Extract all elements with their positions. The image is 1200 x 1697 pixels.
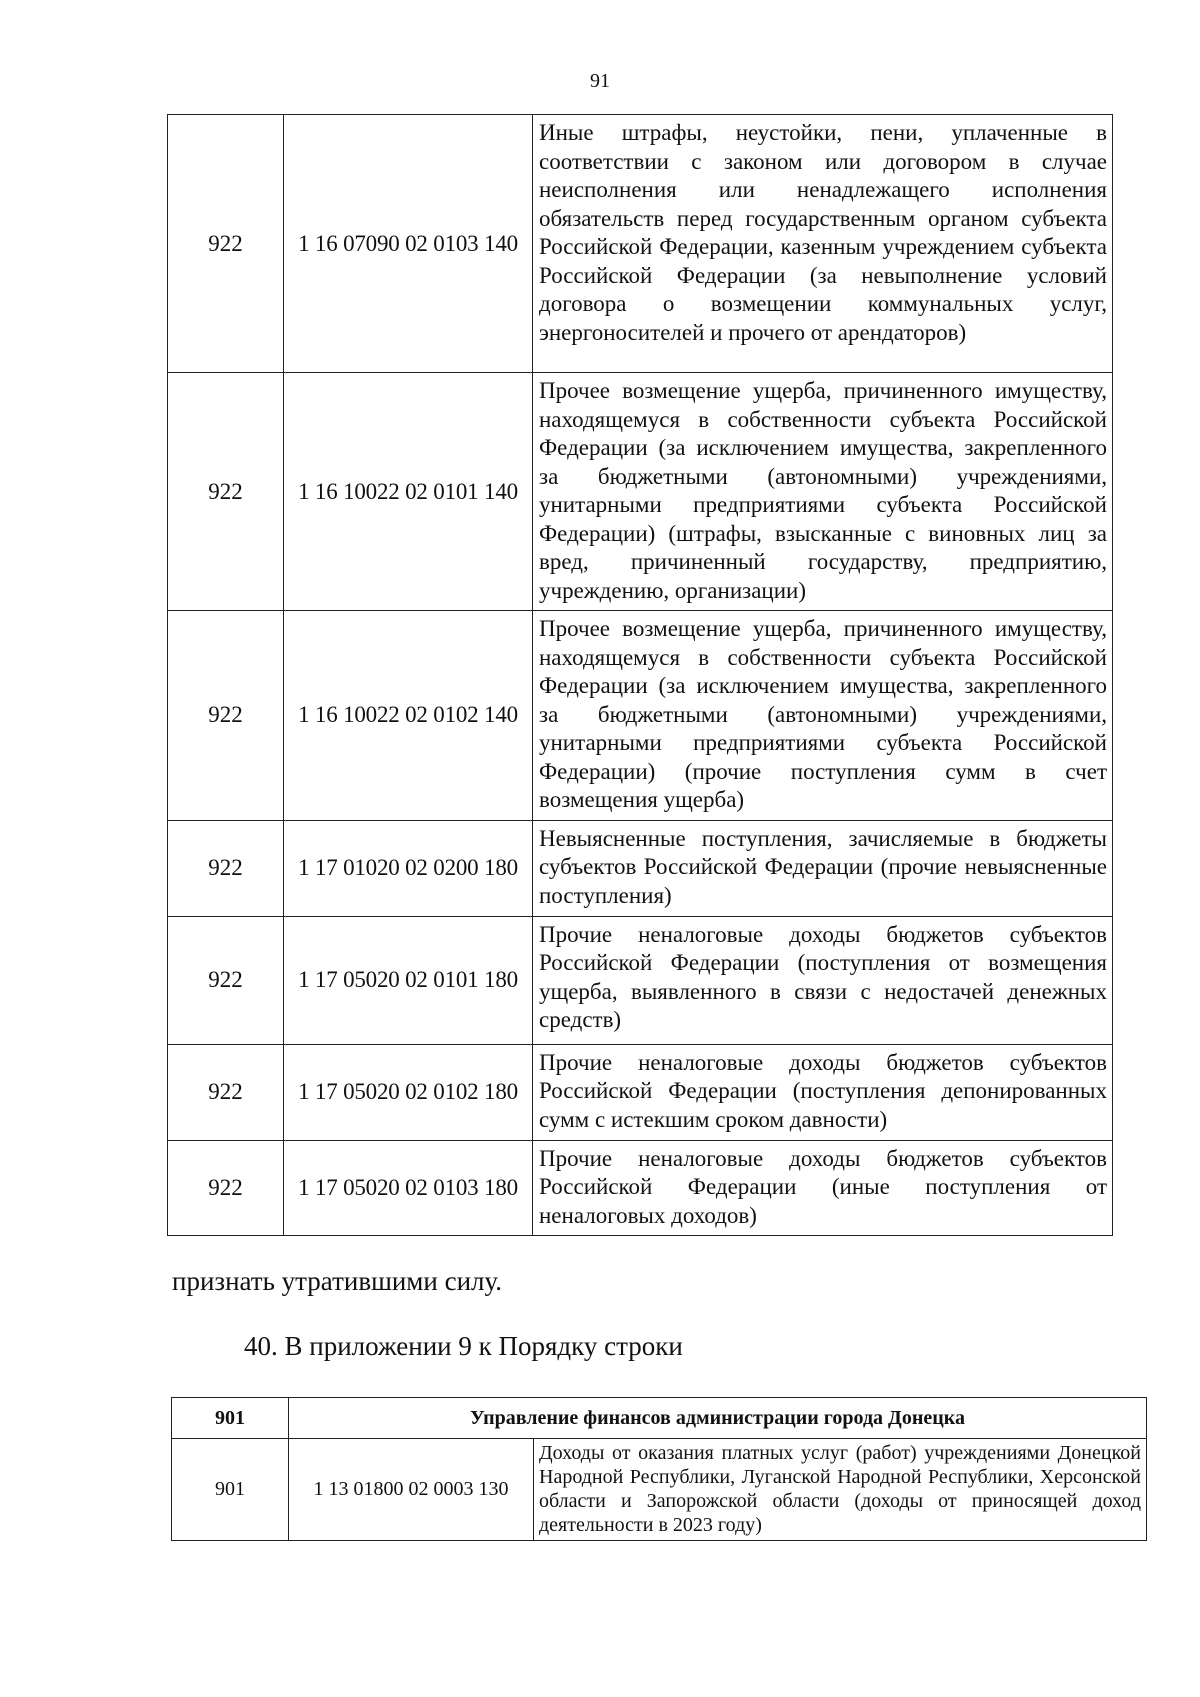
table-row: [172, 1439, 1147, 1541]
item-40-paragraph: 40. В приложении 9 к Порядку строки: [244, 1331, 683, 1361]
table-row: [168, 1044, 1113, 1140]
page-number: 91: [590, 70, 610, 92]
admin-code-cell: 901: [172, 1439, 289, 1541]
repealed-paragraph: признать утратившими силу.: [172, 1266, 503, 1296]
description-cell: Прочее возмещение ущерба, причиненного имуществу, находящемуся в собственности субъекта Российской Федерации (за исключением имущества, закрепленного за бюджетными (автономными) учреждениями, унитарными предприятиями субъекта Российской Федерации) (штрафы, взысканные с виновных лиц за вред, причиненный государству, предприятию, учреждению, организации): [533, 373, 1113, 611]
kbk-code-cell: 1 16 10022 02 0101 140: [284, 373, 533, 611]
table-row: [168, 115, 1113, 373]
table-row: [168, 373, 1113, 611]
description-cell: Прочие неналоговые доходы бюджетов субъектов Российской Федерации (иные поступления от неналоговых доходов): [533, 1140, 1113, 1236]
kbk-code-cell: 1 17 01020 02 0200 180: [284, 820, 533, 916]
admin-code-cell: 922: [168, 115, 284, 373]
admin-code-cell: 922: [168, 820, 284, 916]
admin-code-cell: 922: [168, 1140, 284, 1236]
description-cell: Иные штрафы, неустойки, пени, уплаченные в соответствии с законом или договором в случае неисполнения или ненадлежащего исполнения обязательств перед государственным органом субъекта Российской Федерации, казенным учреждением субъекта Российской Федерации (за невыполнение условий договора о возмещении коммунальных услуг, энергоносителей и прочего от арендаторов): [533, 115, 1113, 373]
kbk-code-cell: 1 17 05020 02 0101 180: [284, 916, 533, 1044]
finance-department-table: [171, 1397, 1147, 1541]
table-row: [168, 820, 1113, 916]
admin-code-cell: 922: [168, 1044, 284, 1140]
kbk-code-cell: 1 16 07090 02 0103 140: [284, 115, 533, 373]
revenue-codes-table: [167, 114, 1113, 1236]
description-cell: Доходы от оказания платных услуг (работ) учреждениями Донецкой Народной Республики, Луганской Народной Республики, Херсонской области и Запорожской области (доходы от приносящей доход деятельности в 2023 году): [534, 1439, 1147, 1541]
admin-code-cell: 922: [168, 373, 284, 611]
kbk-code-cell: 1 17 05020 02 0103 180: [284, 1140, 533, 1236]
description-cell: Прочее возмещение ущерба, причиненного имуществу, находящемуся в собственности субъекта Российской Федерации (за исключением имущества, закрепленного за бюджетными (автономными) учреждениями, унитарными предприятиями субъекта Российской Федерации) (прочие поступления сумм в счет возмещения ущерба): [533, 611, 1113, 821]
table-row: [168, 1140, 1113, 1236]
description-cell: Прочие неналоговые доходы бюджетов субъектов Российской Федерации (поступления от возмещения ущерба, выявленного в связи с недостачей денежных средств): [533, 916, 1113, 1044]
kbk-code-cell: 1 17 05020 02 0102 180: [284, 1044, 533, 1140]
header-admin-code-cell: 901: [172, 1398, 289, 1439]
kbk-code-cell: 1 16 10022 02 0102 140: [284, 611, 533, 821]
table-row: [168, 611, 1113, 821]
admin-code-cell: 922: [168, 916, 284, 1044]
description-cell: Невыясненные поступления, зачисляемые в бюджеты субъектов Российской Федерации (прочие невыясненные поступления): [533, 820, 1113, 916]
table-header-row: [172, 1398, 1147, 1439]
admin-code-cell: 922: [168, 611, 284, 821]
description-cell: Прочие неналоговые доходы бюджетов субъектов Российской Федерации (поступления депонированных сумм с истекшим сроком давности): [533, 1044, 1113, 1140]
header-title-cell: Управление финансов администрации города Донецка: [289, 1398, 1147, 1439]
table-row: [168, 916, 1113, 1044]
kbk-code-cell: 1 13 01800 02 0003 130: [289, 1439, 534, 1541]
